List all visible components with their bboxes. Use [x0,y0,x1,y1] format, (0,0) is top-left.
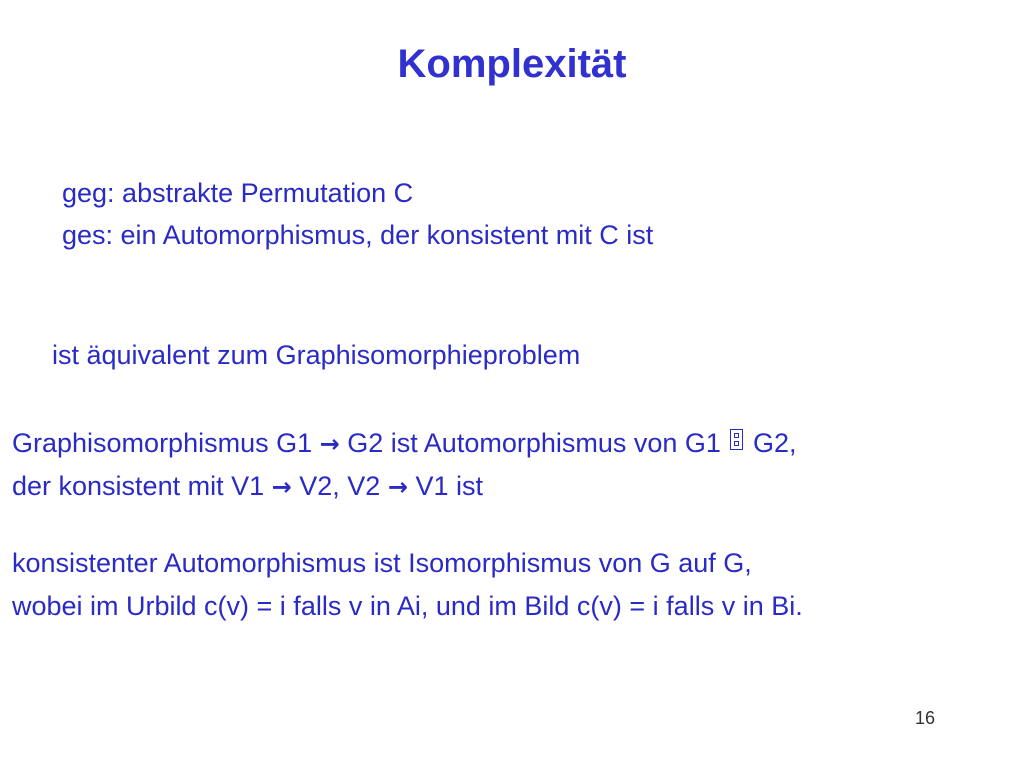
right-arrow-icon: → [271,473,292,501]
consistent-automorphism-line-2: wobei im Urbild c(v) = i falls v in Ai, und im Bild c(v) = i falls v in Bi. [12,591,803,621]
isomorphism-line-2 [12,471,483,502]
given-line: geg: abstrakte Permutation C [62,178,414,208]
iso-line1-part1: Graphisomorphismus G1 [12,428,313,458]
isomorphism-line-1 [12,428,797,459]
consistent-automorphism-line-1: konsistenter Automorphismus ist Isomorphismus von G auf G, [12,548,752,578]
right-arrow-icon: → [319,430,340,458]
iso-line1-part3: G2, [752,428,797,458]
iso-line1-part2: G2 ist Automorphismus von G1 [347,428,721,458]
iso-line2-part3: V1 ist [415,471,483,501]
missing-glyph-icon [730,429,743,450]
right-arrow-icon: → [387,473,408,501]
equivalence-line: ist äquivalent zum Graphisomorphieproblem [52,340,581,370]
sought-line: ges: ein Automorphismus, der konsistent mit C ist [62,220,654,250]
iso-line2-part2: V2, V2 [299,471,381,501]
iso-line2-part1: der konsistent mit V1 [12,471,265,501]
slide-title: Komplexität [397,42,627,86]
page-number: 16 [914,708,936,728]
